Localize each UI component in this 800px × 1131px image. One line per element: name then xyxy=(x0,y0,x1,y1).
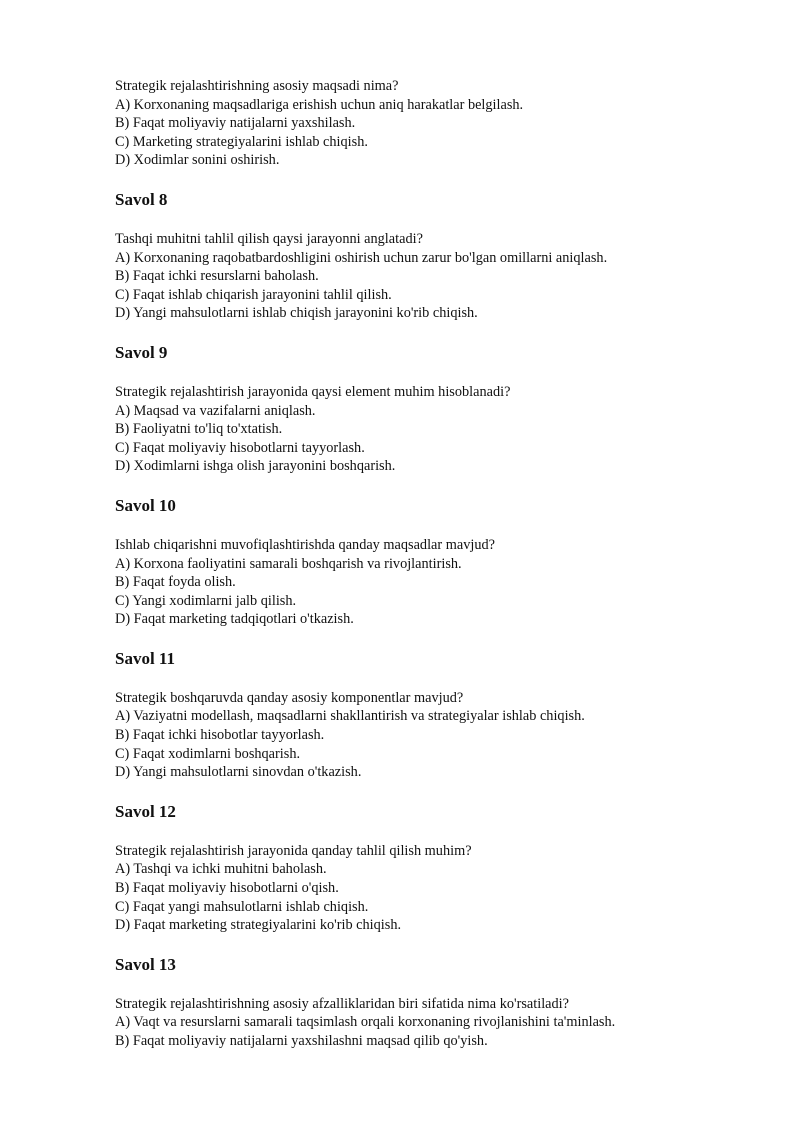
question-block-10 xyxy=(115,496,755,629)
option-b: B) Faqat ichki hisobotlar tayyorlash. xyxy=(115,727,325,744)
option-d: D) Xodimlarni ishga olish jarayonini boshqarish. xyxy=(115,458,396,475)
option-d: D) Faqat marketing strategiyalarini ko'rib chiqish. xyxy=(115,917,402,934)
option-c: C) Yangi xodimlarni jalb qilish. xyxy=(115,592,297,609)
option-a: A) Korxona faoliyatini samarali boshqarish va rivojlantirish. xyxy=(115,555,462,572)
option-c: C) Faqat xodimlarni boshqarish. xyxy=(115,745,301,762)
document-page xyxy=(115,77,755,1071)
question-text: Strategik rejalashtirishning asosiy afzalliklaridan biri sifatida nima ko'rsatiladi? xyxy=(115,995,569,1012)
option-b: B) Faoliyatni to'liq to'xtatish. xyxy=(115,421,283,438)
option-b: B) Faqat moliyaviy hisobotlarni o'qish. xyxy=(115,880,339,897)
question-heading: Savol 10 xyxy=(115,495,176,515)
option-a: A) Vaqt va resurslarni samarali taqsimlash orqali korxonaning rivojlanishini ta'minlash. xyxy=(115,1014,616,1031)
question-text: Tashqi muhitni tahlil qilish qaysi jarayonni anglatadi? xyxy=(115,230,423,247)
option-a: A) Korxonaning maqsadlariga erishish uchun aniq harakatlar belgilash. xyxy=(115,96,524,113)
question-heading: Savol 9 xyxy=(115,342,168,362)
question-text: Strategik rejalashtirish jarayonida qaysi element muhim hisoblanadi? xyxy=(115,383,511,400)
question-block-13 xyxy=(115,955,755,1051)
option-d: D) Yangi mahsulotlarni ishlab chiqish jarayonini ko'rib chiqish. xyxy=(115,305,478,322)
question-text: Ishlab chiqarishni muvofiqlashtirishda qanday maqsadlar mavjud? xyxy=(115,536,495,553)
option-c: C) Faqat moliyaviy hisobotlarni tayyorlash. xyxy=(115,439,365,456)
option-d: D) Xodimlar sonini oshirish. xyxy=(115,152,280,169)
question-text: Strategik rejalashtirish jarayonida qanday tahlil qilish muhim? xyxy=(115,842,472,859)
option-d: D) Faqat marketing tadqiqotlari o'tkazish. xyxy=(115,611,354,628)
question-text: Strategik boshqaruvda qanday asosiy komponentlar mavjud? xyxy=(115,689,464,706)
option-d: D) Yangi mahsulotlarni sinovdan o'tkazish. xyxy=(115,764,362,781)
option-b: B) Faqat foyda olish. xyxy=(115,574,236,591)
option-c: C) Marketing strategiyalarini ishlab chiqish. xyxy=(115,133,368,150)
question-heading: Savol 8 xyxy=(115,189,168,209)
question-block-9 xyxy=(115,343,755,476)
question-heading: Savol 13 xyxy=(115,954,176,974)
question-block-11 xyxy=(115,649,755,782)
question-block-8 xyxy=(115,190,755,323)
question-block-7 xyxy=(115,77,755,170)
option-a: A) Maqsad va vazifalarni aniqlash. xyxy=(115,402,316,419)
option-b: B) Faqat moliyaviy natijalarni yaxshilash. xyxy=(115,115,356,132)
question-block-12 xyxy=(115,802,755,935)
option-a: A) Vaziyatni modellash, maqsadlarni shakllantirish va strategiyalar ishlab chiqish. xyxy=(115,708,585,725)
question-heading: Savol 12 xyxy=(115,801,176,821)
option-c: C) Faqat yangi mahsulotlarni ishlab chiqish. xyxy=(115,898,369,915)
question-text: Strategik rejalashtirishning asosiy maqsadi nima? xyxy=(115,78,399,94)
option-a: A) Korxonaning raqobatbardoshligini oshirish uchun zarur bo'lgan omillarni aniqlash. xyxy=(115,249,608,266)
option-c: C) Faqat ishlab chiqarish jarayonini tahlil qilish. xyxy=(115,286,392,303)
option-b: B) Faqat moliyaviy natijalarni yaxshilashni maqsad qilib qo'yish. xyxy=(115,1033,488,1049)
question-heading: Savol 11 xyxy=(115,648,175,668)
option-b: B) Faqat ichki resurslarni baholash. xyxy=(115,268,319,285)
option-a: A) Tashqi va ichki muhitni baholash. xyxy=(115,861,327,878)
